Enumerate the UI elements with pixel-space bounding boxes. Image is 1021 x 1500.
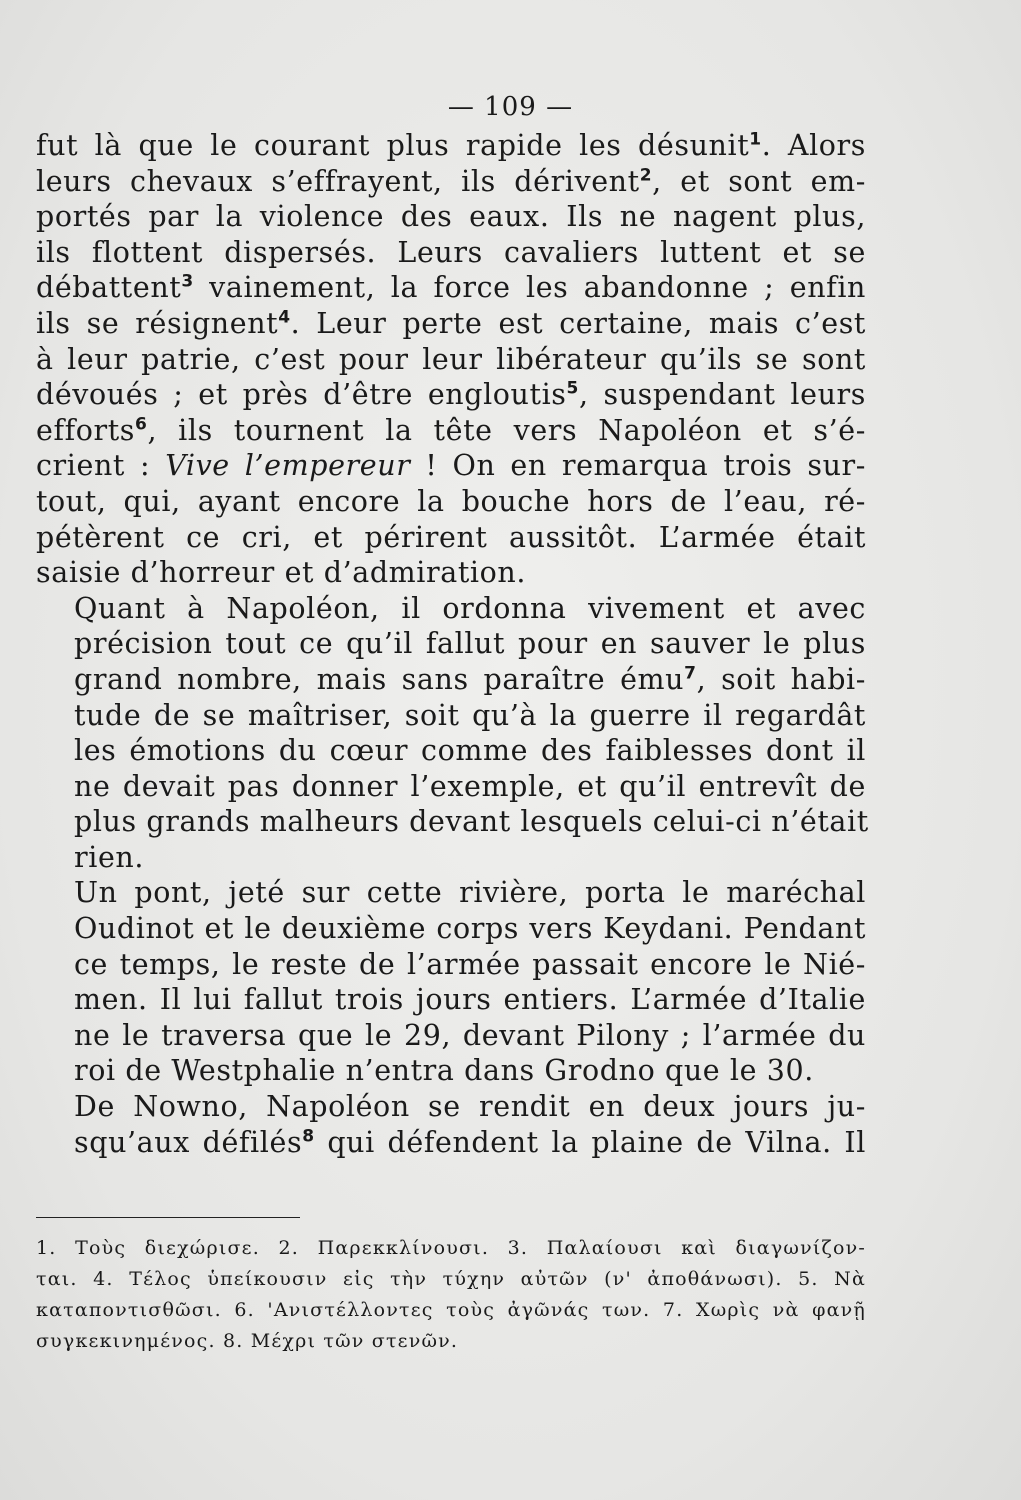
text-line: dévoués ; et près d’être engloutis$^5$, suspendant leurs: [36, 378, 866, 412]
text-line: Un pont, jeté sur cette rivière, porta le maréchal: [74, 876, 866, 910]
footnotes: [36, 1233, 866, 1357]
text-line: ne le traversa que le 29, devant Pilony ; l’armée du: [74, 1018, 866, 1052]
footnote-line: καταποντισθῶσι. 6. 'Ανιστέλλοντες τοὺς ἀγῶνάς των. 7. Χωρὶς νὰ φανῇ: [36, 1299, 866, 1321]
text-line: les émotions du cœur comme des faiblesses dont il: [74, 734, 866, 768]
text-line: ils flottent dispersés. Leurs cavaliers luttent et se: [36, 235, 866, 269]
text-line: grand nombre, mais sans paraître ému$^7$, soit habi-: [74, 662, 866, 696]
text-line: ne devait pas donner l’exemple, et qu’il entrevît de: [74, 769, 866, 803]
paragraph-2: [36, 591, 869, 876]
footnote-mark: 5: [566, 378, 579, 399]
text-line: rien.: [74, 840, 145, 874]
text-line: roi de Westphalie n’entra dans Grodno que le 30.: [74, 1054, 814, 1088]
text-line: tout, qui, ayant encore la bouche hors de l’eau, ré-: [36, 484, 866, 518]
footnote-mark: 8: [302, 1126, 315, 1147]
text-line: men. Il lui fallut trois jours entiers. L’armée d’Italie: [74, 983, 866, 1017]
text-line: à leur patrie, c’est pour leur libérateur qu’ils se sont: [36, 342, 866, 376]
text-line: tude de se maîtriser, soit qu’à la guerre il regardât: [74, 698, 866, 732]
text-line: saisie d’horreur et d’admiration.: [36, 556, 526, 590]
text-line: Oudinot et le deuxième corps vers Keydani. Pendant: [74, 912, 866, 946]
footnote-mark: 4: [278, 307, 291, 328]
text-line: pétèrent ce cri, et périrent aussitôt. L’armée était: [36, 520, 866, 554]
footnote-mark: 1: [749, 129, 762, 150]
footnote-mark: 6: [135, 414, 148, 435]
paragraph-1: [36, 128, 866, 591]
text-line: portés par la violence des eaux. Ils ne nagent plus,: [36, 200, 866, 234]
text-line: précision tout ce qu’il fallut pour en sauver le plus: [74, 627, 866, 661]
text-line: débattent$^3$ vainement, la force les abandonne ; enfin: [36, 271, 866, 305]
text-line: ils se résignent$^4$. Leur perte est certaine, mais c’est: [36, 306, 866, 340]
page-number: — 109 —: [447, 92, 574, 122]
footnote-line: ται. 4. Τέλος ὑπείκουσιν εἰς τὴν τύχην αὐτῶν (ν' ἀποθάνωσι). 5. Νὰ: [36, 1268, 866, 1290]
paragraph-4: [36, 1089, 866, 1160]
text-line: plus grands malheurs devant lesquels celui-ci n’était: [74, 805, 869, 839]
text-line: Quant à Napoléon, il ordonna vivement et avec: [74, 591, 866, 625]
text-line: efforts$^6$, ils tournent la tête vers Napoléon et s’é-: [36, 413, 866, 447]
footnote-mark: 2: [639, 165, 653, 186]
footnote-rule: [36, 1217, 300, 1218]
footnote-mark: 7: [684, 663, 697, 684]
text-line: fut là que le courant plus rapide les désunit$^1$. Alors: [36, 129, 866, 162]
footnote-line: συγκεκινημένος. 8. Μέχρι τῶν στενῶν.: [36, 1330, 459, 1352]
text-line: ce temps, le reste de l’armée passait encore le Nié-: [74, 947, 866, 981]
emphasis-vive-lempereur: Vive l’empereur: [165, 449, 411, 483]
footnote-line: 1. Τοὺς διεχώρισε. 2. Παρεκκλίνουσι. 3. Παλαίουσι καὶ διαγωνίζον-: [36, 1237, 866, 1259]
text-line: leurs chevaux s’effrayent, ils dérivent$^2$, et sont em-: [36, 164, 866, 198]
text-line: crient : Vive l’empereur ! On en remarqua trois sur-: [36, 449, 866, 483]
body-text: [36, 128, 869, 1160]
paragraph-3: [36, 875, 866, 1089]
text-line: squ’aux défilés$^8$ qui défendent la plaine de Vilna. Il: [74, 1125, 866, 1159]
footnote-mark: 3: [181, 271, 194, 292]
text-line: De Nowno, Napoléon se rendit en deux jours ju-: [74, 1090, 866, 1124]
